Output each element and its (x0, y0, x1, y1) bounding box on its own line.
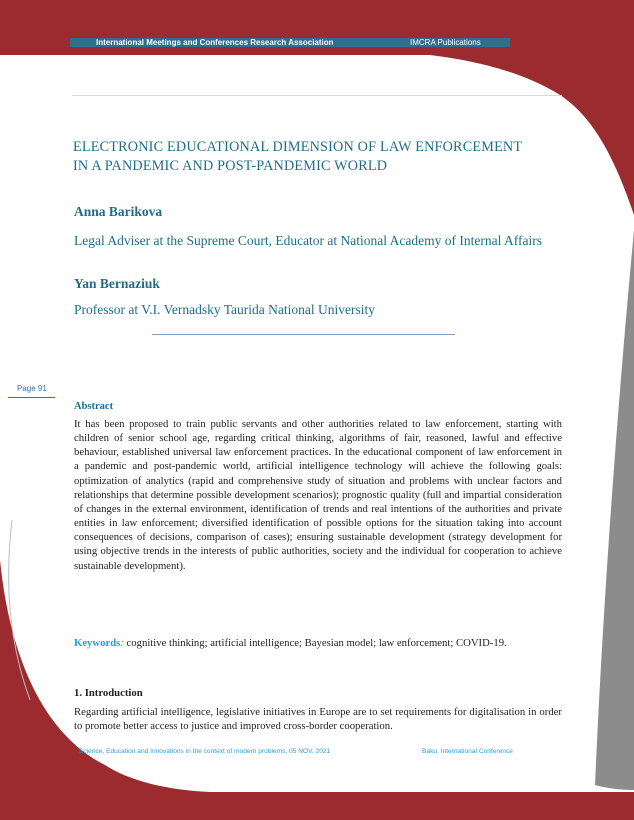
keywords-label: Keywords (74, 637, 121, 649)
introduction-heading: 1. Introduction (74, 687, 143, 699)
author-name: Anna Barikova (74, 204, 163, 219)
header-publisher: IMCRA Publications (410, 38, 481, 47)
author-affiliation: Legal Adviser at the Supreme Court, Educator at National Academy of Internal Affairs (74, 233, 542, 248)
paper-title (73, 138, 573, 176)
page-number-label: Page 91 (17, 384, 47, 393)
top-divider (72, 95, 562, 96)
header-bar (70, 38, 510, 47)
author-affiliation: Professor at V.I. Vernadsky Taurida National University (74, 302, 376, 317)
keywords (74, 636, 562, 650)
footer-conference: Science, Education and Innovations in the context of modern problems, 05 NOV, 2021 (79, 748, 331, 755)
paper-title-line-1: ELECTRONIC EDUCATIONAL DIMENSION OF LAW ENFORCEMENT (73, 139, 523, 155)
author-name: Yan Bernaziuk (74, 276, 160, 291)
keywords-colon: : (120, 637, 124, 649)
author-divider (152, 334, 455, 335)
abstract-heading: Abstract (74, 401, 114, 412)
red-frame-top-right (0, 0, 634, 215)
gray-edge-right (595, 230, 634, 790)
paper-title-line-2: IN A PANDEMIC AND POST-PANDEMIC WORLD (73, 158, 388, 174)
footer-location: Baku, International Conference (422, 748, 513, 755)
page-number-underline (8, 397, 55, 398)
introduction-text: Regarding artificial intelligence, legislative initiatives in Europe are to set requirements for digitalisation in order to promote better access to justice and improved cross-border cooperation. (74, 706, 562, 733)
abstract-text: It has been proposed to train public servants and other authorities related to law enforcement, starting with children of senior school age, regarding critical thinking, algorithms of fair, reasoned, lawful and effective behaviour, established universal law enforcement practices. In the educational component of law enforcement in a pandemic and post-pandemic world, artificial intelligence technology will achieve the following goals: optimization of analytics (rapid and comprehensive study of situation and problems with unclear factors and relationships that determine possible development scenarios); prognostic quality (full and impartial consideration of changes in the external environment, identification of trends and real intentions of the authorities and private entities in law enforcement; diversified identification of possible options for the situation taking into account consequences of decisions, comparison of cases); ensuring sustainable development (strategy development for using objective trends in the interests of public authorities, society and the individual for cooperation to achieve sustainable development). (74, 418, 562, 572)
header-organization: International Meetings and Conferences Research Association (96, 38, 334, 47)
keywords-text: cognitive thinking; artificial intelligence; Bayesian model; law enforcement; COVID-19. (126, 637, 507, 649)
